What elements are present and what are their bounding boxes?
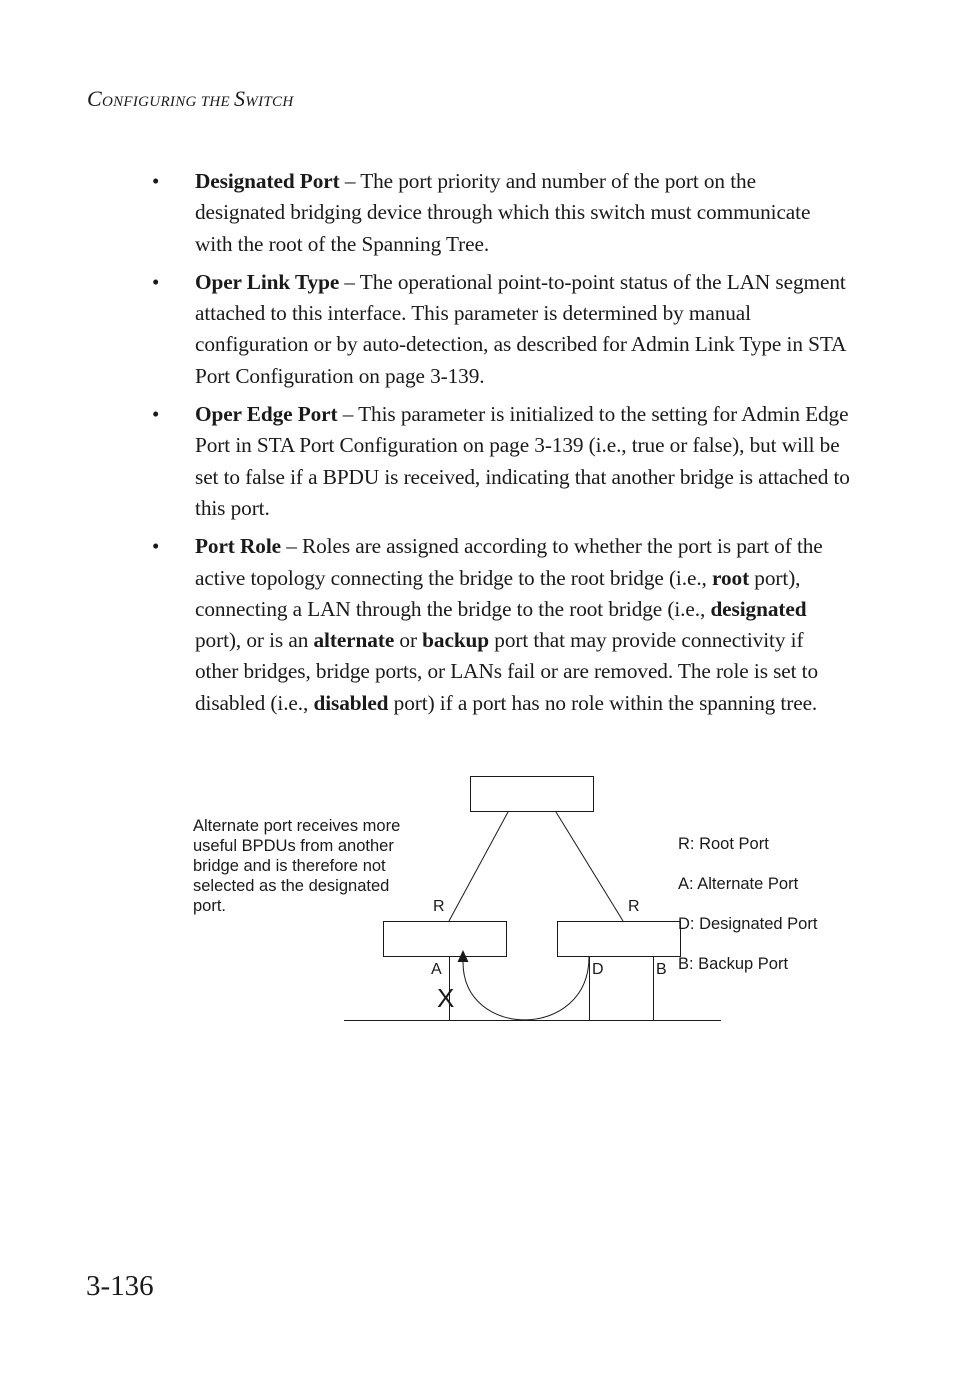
definition: – The port priority and number of the port on the designated bridging device through which this switch must communicate with the root of the Spanning Tree. bbox=[195, 169, 811, 256]
definition: – The operational point-to-point status of the LAN segment attached to this interface. This parameter is determined by manual configuration or by auto-detection, as described for Admin Link Type in STA Port Configuration on page 3-139. bbox=[195, 269, 846, 388]
legend-item-designated: D: Designated Port bbox=[678, 915, 818, 933]
list-item-oper-link-type bbox=[150, 267, 850, 392]
list-item-text bbox=[195, 399, 850, 524]
definition-list bbox=[150, 166, 850, 726]
term: Designated Port bbox=[195, 169, 340, 193]
keyword-alternate: alternate bbox=[313, 628, 395, 653]
keyword-backup: backup bbox=[422, 628, 490, 653]
bridge-right-box bbox=[558, 922, 681, 957]
list-item-port-role bbox=[150, 531, 850, 719]
legend-item-alternate: A: Alternate Port bbox=[678, 875, 799, 893]
link-root-right bbox=[556, 812, 623, 921]
arrowhead-icon bbox=[458, 950, 469, 962]
definition-part: port), connecting a LAN through the bridge to the root bridge (i.e., bbox=[195, 565, 801, 621]
bullet-icon: • bbox=[152, 169, 160, 193]
definition-part: port) if a port has no role within the spanning tree. bbox=[388, 690, 818, 715]
bullet-icon: • bbox=[152, 402, 160, 427]
definition: – This parameter is initialized to the setting for Admin Edge Port in STA Port Configuration on page 3-139 (i.e., true or false), but will be set to false if a BPDU is received, indicating that another bridge is attached to this port. bbox=[195, 402, 850, 520]
definition-part: port), or is an bbox=[195, 628, 314, 653]
term: Port Role bbox=[195, 534, 282, 559]
label-r-right: R bbox=[628, 898, 640, 915]
definition-part: port that may provide connectivity if other bridges, bridge ports, or LANs fail or are removed. The role is set to disabled (i.e., bbox=[195, 628, 819, 715]
root-bridge-box bbox=[471, 777, 594, 812]
running-head bbox=[87, 86, 293, 112]
blocked-x-icon: X bbox=[437, 983, 455, 1013]
term: Oper Edge Port bbox=[195, 402, 338, 427]
list-item-text bbox=[195, 166, 850, 260]
legend-item-root: R: Root Port bbox=[678, 835, 769, 853]
keyword-designated: designated bbox=[710, 596, 807, 621]
link-root-left bbox=[449, 812, 508, 921]
figure-caption: Alternate port receives more useful BPDUs from another bridge and is therefore not selected as the designated port. bbox=[193, 817, 401, 915]
label-r-left: R bbox=[433, 898, 445, 915]
list-item-designated-port bbox=[150, 166, 850, 260]
label-a: A bbox=[431, 961, 442, 978]
definition-part: or bbox=[394, 628, 423, 653]
list-item-text bbox=[195, 531, 850, 719]
legend-item-backup: B: Backup Port bbox=[678, 955, 789, 973]
bullet-icon: • bbox=[152, 534, 160, 559]
figure-legend bbox=[678, 814, 878, 994]
bridge-left-box bbox=[384, 922, 507, 957]
keyword-disabled: disabled bbox=[313, 690, 389, 715]
label-d: D bbox=[592, 961, 604, 978]
list-item-oper-edge-port bbox=[150, 399, 850, 524]
label-b: B bbox=[656, 961, 667, 978]
running-head-initial: C bbox=[87, 86, 102, 111]
running-head-part1: ONFIGURING THE bbox=[101, 94, 234, 110]
term: Oper Link Type bbox=[195, 269, 340, 294]
running-head-initial-2: S bbox=[233, 86, 246, 111]
bullet-icon: • bbox=[152, 269, 160, 294]
list-item-text bbox=[195, 267, 850, 392]
page-number: 3-136 bbox=[86, 1270, 154, 1302]
running-head-part2: WITCH bbox=[245, 94, 294, 110]
keyword-root: root bbox=[712, 565, 750, 590]
definition-part: – Roles are assigned according to whether the port is part of the active topology connecting the bridge to the root bridge (i.e., bbox=[195, 534, 823, 590]
bpdu-flow-arrow bbox=[463, 957, 589, 1020]
